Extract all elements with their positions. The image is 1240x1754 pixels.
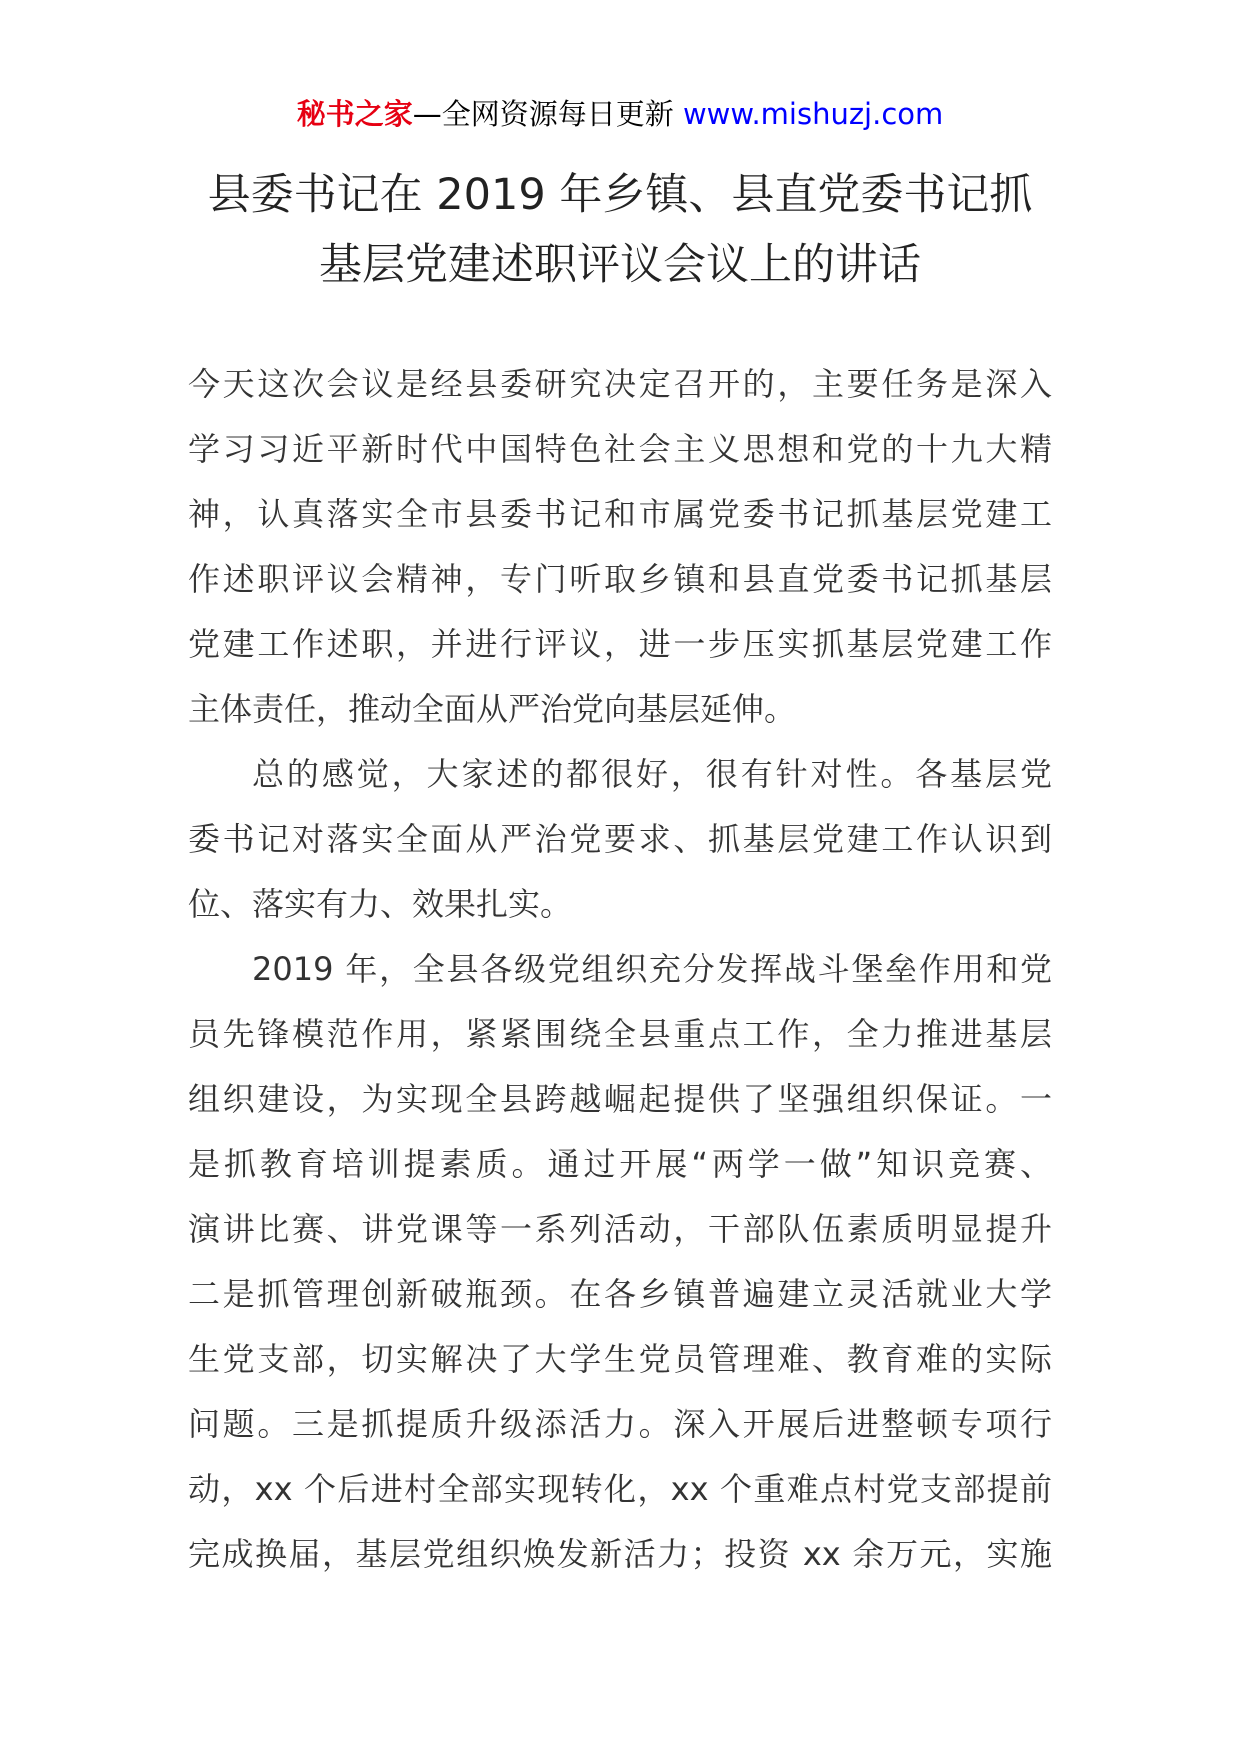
body-line: 动，xx 个后进村全部实现转化，xx 个重难点村党支部提前 — [188, 1470, 1052, 1508]
body-line: 委书记对落实全面从严治党要求、抓基层党建工作认识到 — [188, 820, 1052, 858]
body-line: 员先锋模范作用，紧紧围绕全县重点工作，全力推进基层 — [188, 1015, 1052, 1053]
body-line: 位、落实有力、效果扎实。 — [188, 885, 573, 923]
body-line: 组织建设，为实现全县跨越崛起提供了坚强组织保证。一 — [188, 1080, 1052, 1118]
body-line: 主体责任，推动全面从严治党向基层延伸。 — [188, 690, 797, 728]
body-line: 学习习近平新时代中国特色社会主义思想和党的十九大精 — [188, 430, 1052, 468]
body-line: 总的感觉，大家述的都很好，很有针对性。各基层党 — [252, 755, 1052, 793]
body-line: 2019 年，全县各级党组织充分发挥战斗堡垒作用和党 — [252, 950, 1052, 988]
site-url-link[interactable]: www.mishuzj.com — [682, 97, 944, 131]
body-line: 党建工作述职，并进行评议，进一步压实抓基层党建工作 — [188, 625, 1052, 663]
body-line: 今天这次会议是经县委研究决定召开的，主要任务是深入 — [188, 365, 1052, 403]
document-title — [0, 160, 1240, 300]
title-line: 县委书记在 2019 年乡镇、县直党委书记抓 — [207, 170, 1033, 220]
body-line: 作述职评议会精神，专门听取乡镇和县直党委书记抓基层 — [188, 560, 1052, 598]
body-line: 问题。三是抓提质升级添活力。深入开展后进整顿专项行 — [188, 1405, 1052, 1443]
body-line: 生党支部，切实解决了大学生党员管理难、教育难的实际 — [188, 1340, 1052, 1378]
title-line: 基层党建述职评议会议上的讲话 — [319, 240, 921, 290]
header-tagline: —全网资源每日更新 — [412, 97, 674, 131]
body-line: 神，认真落实全市县委书记和市属党委书记抓基层党建工 — [188, 495, 1052, 533]
body-line: 是抓教育培训提素质。通过开展“两学一做”知识竞赛、 — [188, 1145, 1052, 1183]
site-header — [0, 94, 1240, 134]
body-line: 完成换届，基层党组织焕发新活力；投资 xx 余万元，实施 — [188, 1535, 1052, 1573]
brand-name: 秘书之家 — [296, 97, 413, 131]
document-body — [188, 352, 1052, 1587]
body-line: 二是抓管理创新破瓶颈。在各乡镇普遍建立灵活就业大学 — [188, 1275, 1052, 1313]
body-line: 演讲比赛、讲党课等一系列活动，干部队伍素质明显提升 — [188, 1210, 1052, 1248]
